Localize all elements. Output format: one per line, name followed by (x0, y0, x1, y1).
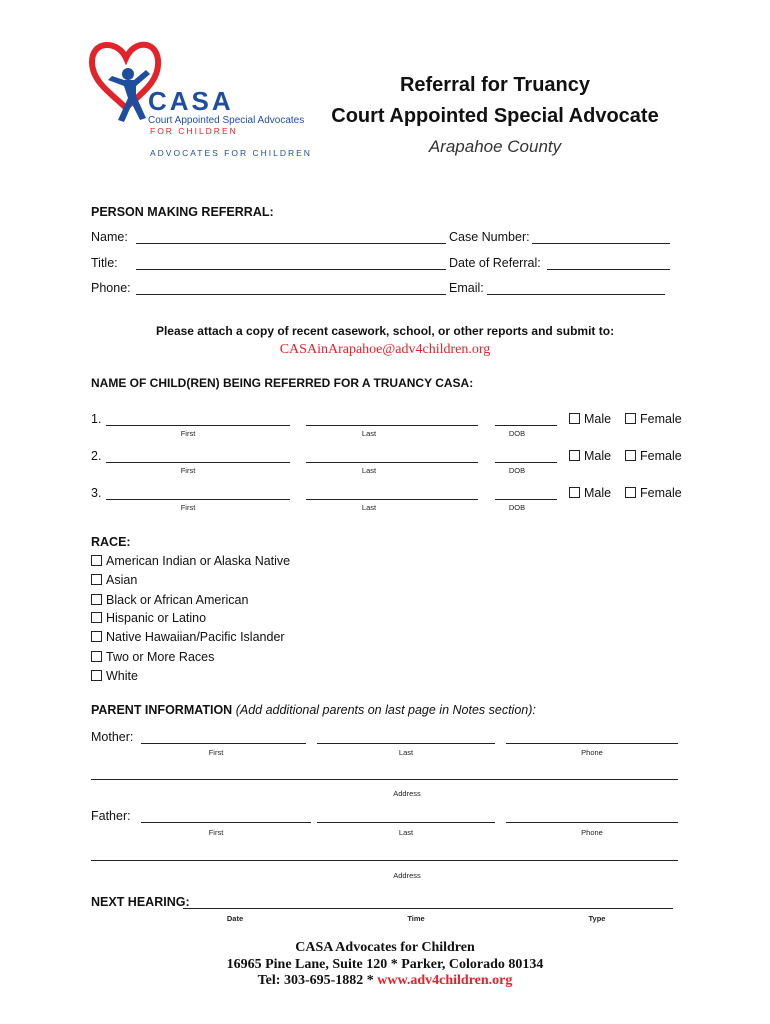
male-checkbox[interactable] (569, 412, 611, 426)
race-option-label: Native Hawaiian/Pacific Islander (106, 630, 285, 644)
first-caption: First (180, 466, 196, 475)
parent-info-heading (91, 703, 536, 717)
male-label: Male (584, 486, 612, 500)
email-field[interactable] (487, 294, 665, 295)
child-last-field[interactable] (306, 499, 478, 500)
male-checkbox[interactable] (569, 486, 611, 500)
mother-address-field[interactable] (91, 779, 678, 780)
child-number: 1. (91, 412, 102, 426)
race-option[interactable] (91, 593, 248, 607)
referrer-heading: PERSON MAKING REFERRAL: (91, 205, 274, 219)
race-option-label: Two or More Races (106, 650, 215, 664)
page-subtitle: Court Appointed Special Advocate (331, 105, 659, 127)
child-last-field[interactable] (306, 425, 478, 426)
logo-line2: FOR CHILDREN (150, 126, 238, 136)
phone-label: Phone: (91, 281, 131, 295)
race-option-label: Hispanic or Latino (106, 611, 207, 625)
father-last-field[interactable] (317, 822, 495, 823)
child-dob-field[interactable] (495, 425, 557, 426)
footer-tel: Tel: 303-695-1882 * (257, 973, 378, 988)
race-heading: RACE: (91, 535, 131, 549)
last-caption: Last (398, 748, 414, 757)
title-field[interactable] (136, 269, 446, 270)
race-option[interactable] (91, 554, 290, 568)
title-label: Title: (91, 256, 118, 270)
first-caption: First (208, 748, 224, 757)
submit-email-link[interactable]: CASAinArapahoe@adv4children.org (279, 342, 491, 357)
email-label: Email: (449, 281, 484, 295)
address-caption: Address (393, 789, 421, 798)
logo-line1: Court Appointed Special Advocates (148, 115, 305, 126)
logo-tagline: ADVOCATES FOR CHILDREN (150, 148, 312, 158)
father-first-field[interactable] (141, 822, 311, 823)
race-option[interactable] (91, 669, 138, 683)
page-title: Referral for Truancy (399, 74, 591, 96)
female-label: Female (640, 412, 682, 426)
race-option[interactable] (91, 630, 285, 644)
female-label: Female (640, 449, 682, 463)
children-heading: NAME OF CHILD(REN) BEING REFERRED FOR A TRUANCY CASA: (91, 376, 474, 390)
female-checkbox[interactable] (625, 412, 682, 426)
mother-first-field[interactable] (141, 743, 306, 744)
name-field[interactable] (136, 243, 446, 244)
next-hearing-field[interactable] (183, 908, 673, 909)
last-caption: Last (361, 429, 377, 438)
race-option-label: White (106, 669, 138, 683)
female-label: Female (640, 486, 682, 500)
phone-field[interactable] (136, 294, 446, 295)
father-phone-field[interactable] (506, 822, 678, 823)
child-first-field[interactable] (106, 425, 290, 426)
first-caption: First (208, 828, 224, 837)
father-label: Father: (91, 809, 131, 823)
race-option-label: Asian (106, 573, 138, 587)
footer-address: 16965 Pine Lane, Suite 120 * Parker, Colorado 80134 (226, 957, 544, 972)
type-caption: Type (588, 914, 606, 923)
footer-org: CASA Advocates for Children (295, 940, 475, 955)
father-address-field[interactable] (91, 860, 678, 861)
dob-caption: DOB (508, 429, 526, 438)
child-dob-field[interactable] (495, 499, 557, 500)
last-caption: Last (361, 466, 377, 475)
last-caption: Last (398, 828, 414, 837)
mother-phone-field[interactable] (506, 743, 678, 744)
logo-brand: CASA (148, 86, 234, 116)
last-caption: Last (361, 503, 377, 512)
mother-label: Mother: (91, 730, 134, 744)
race-option-label: American Indian or Alaska Native (106, 554, 291, 568)
date-caption: Date (226, 914, 244, 923)
time-caption: Time (407, 914, 425, 923)
phone-caption: Phone (581, 748, 603, 757)
race-option[interactable] (91, 573, 137, 587)
date-of-referral-field[interactable] (547, 269, 670, 270)
name-label: Name: (91, 230, 128, 244)
attach-instructions: Please attach a copy of recent casework, school, or other reports and submit to: (155, 324, 615, 338)
next-hearing-label: NEXT HEARING: (91, 895, 190, 909)
child-number: 2. (91, 449, 102, 463)
child-dob-field[interactable] (495, 462, 557, 463)
male-checkbox[interactable] (569, 449, 611, 463)
casa-logo (88, 36, 312, 166)
male-label: Male (584, 412, 612, 426)
case-number-label: Case Number: (449, 230, 530, 244)
parent-heading-text: PARENT INFORMATION (91, 703, 233, 717)
footer-website-link[interactable]: www.adv4children.org (377, 973, 513, 988)
child-number: 3. (91, 486, 102, 500)
parent-note: (Add additional parents on last page in Notes section): (235, 703, 536, 717)
dob-caption: DOB (508, 466, 526, 475)
child-first-field[interactable] (106, 499, 290, 500)
race-option[interactable] (91, 650, 214, 664)
address-caption: Address (393, 871, 421, 880)
child-last-field[interactable] (306, 462, 478, 463)
female-checkbox[interactable] (625, 486, 682, 500)
race-option[interactable] (91, 611, 206, 625)
date-of-referral-label: Date of Referral: (449, 256, 541, 270)
first-caption: First (180, 503, 196, 512)
county-label: Arapahoe County (428, 137, 562, 156)
male-label: Male (584, 449, 612, 463)
female-checkbox[interactable] (625, 449, 682, 463)
phone-caption: Phone (581, 828, 603, 837)
first-caption: First (180, 429, 196, 438)
child-first-field[interactable] (106, 462, 290, 463)
mother-last-field[interactable] (317, 743, 495, 744)
dob-caption: DOB (508, 503, 526, 512)
footer-contact (80, 973, 690, 989)
race-option-label: Black or African American (106, 593, 249, 607)
case-number-field[interactable] (532, 243, 670, 244)
